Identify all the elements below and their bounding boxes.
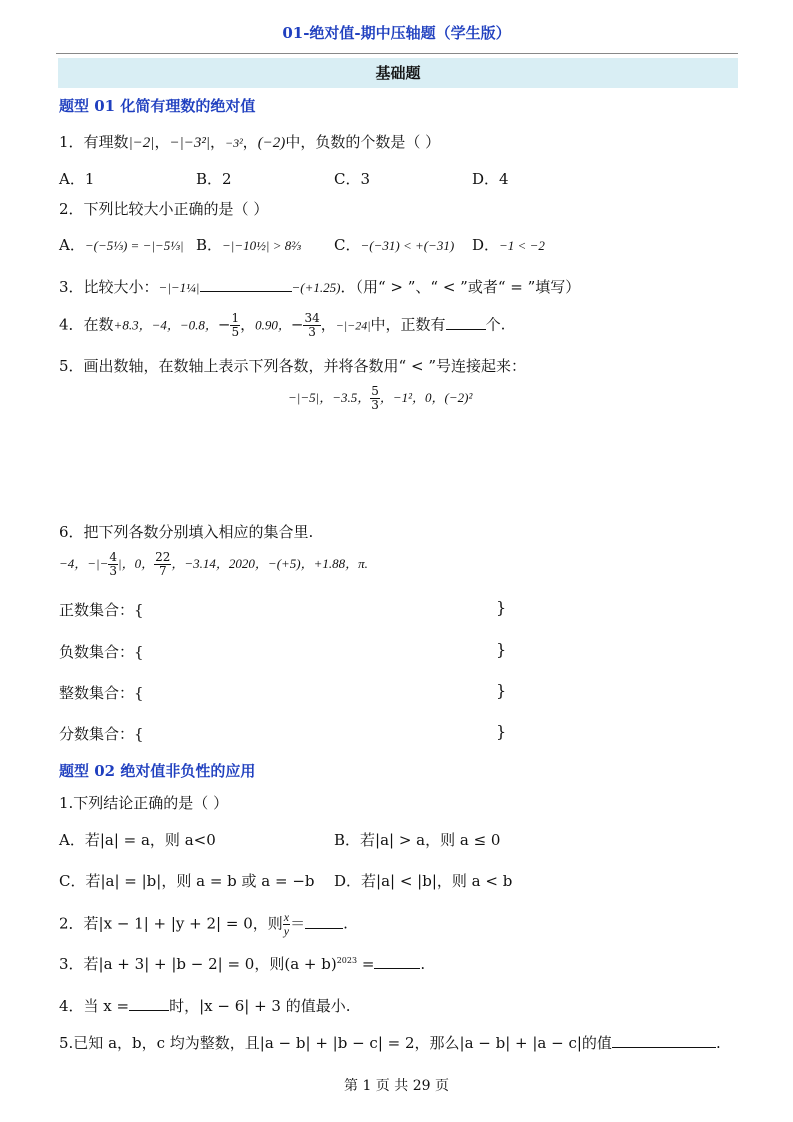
q1-option-a: A．1: [59, 170, 95, 188]
p1-option-d: D．若|a| < |b|，则 a < b: [334, 872, 513, 890]
q3-expr1: −|−1¼|: [158, 280, 200, 295]
p5-answer-blank[interactable]: [612, 1047, 716, 1048]
p2-answer-blank[interactable]: [305, 928, 343, 929]
q1-option-d: D．4: [472, 170, 509, 188]
question-p2-1: 1.下列结论正确的是（ ）: [59, 794, 229, 812]
q5-fraction: $\frac{5}{3}$: [371, 384, 379, 412]
q2-b-expr: −|−10½| > 8⅔: [222, 238, 301, 253]
q2-d-expr: −1 < −2: [499, 238, 545, 253]
q2-a-expr: −(−5⅓) = −|−5⅓|: [84, 238, 184, 253]
set-negative-close: }: [496, 640, 507, 659]
q4-fraction-2: $\frac{34}{3}$: [304, 311, 320, 339]
question-5: 5．画出数轴，在数轴上表示下列各数，并将各数用“ < ”号连接起来：: [59, 357, 526, 375]
section-band: 基础题: [58, 58, 738, 88]
q1-option-b: B．2: [196, 170, 232, 188]
q2-option-d: D．−1 < −2: [472, 236, 545, 254]
header-divider: [56, 53, 738, 54]
question-p2-3: 3．若|a + 3| + |b − 2| = 0，则$(a + b)^{2023}$ = .: [59, 955, 426, 973]
q6-fraction-1: $\frac{4}{3}$: [109, 550, 118, 578]
set-fraction: 分数集合：{: [59, 725, 144, 743]
question-p2-4: 4．当 x = 时，|x − 6| + 3 的值最小.: [59, 997, 351, 1015]
set-integer-close: }: [496, 681, 507, 700]
section-heading-2: 题型 02 绝对值非负性的应用: [59, 762, 256, 780]
q3-answer-blank[interactable]: [200, 291, 292, 292]
document-title: 01-绝对值-期中压轴题（学生版）: [282, 24, 511, 42]
q1-post: 中，负数的个数是（ ）: [285, 133, 441, 151]
q6-fraction-2: $\frac{22}{7}$: [155, 550, 171, 578]
p2-fraction: $\frac{x}{y}$: [283, 910, 290, 938]
p4-answer-blank[interactable]: [129, 1010, 169, 1011]
p3-answer-blank[interactable]: [374, 968, 420, 969]
q4-answer-blank[interactable]: [446, 329, 486, 330]
q4-fraction-1: $\frac{1}{5}$: [231, 311, 240, 339]
question-p2-5: 5.已知 a，b，c 均为整数，且|a − b| + |b − c| = 2，那么|a − b| + |a − c|的值 .: [59, 1034, 721, 1052]
question-3: 3．比较大小：−|−1¼| −(+1.25)．（用“ > ”、“ < ”或者“ = ”填写）: [59, 278, 581, 296]
set-integer: 整数集合：{: [59, 684, 144, 702]
set-positive: 正数集合：{: [59, 601, 144, 619]
question-4: 4．在数+8.3，−4，−0.8，− $\frac{1}{5}$ ，0.90，− $\frac{34}{3}$ ，−|−24|中，正数有 个.: [59, 311, 506, 339]
q2-option-b: B．−|−10½| > 8⅔: [196, 236, 301, 254]
q2-c-expr: −(−31) < +(−31): [360, 238, 455, 253]
q2-option-a: A．−(−5⅓) = −|−5⅓|: [59, 236, 184, 254]
q1-option-c: C．3: [334, 170, 371, 188]
question-2: 2．下列比较大小正确的是（ ）: [59, 200, 269, 218]
q2-option-c: C．−(−31) < +(−31): [334, 236, 455, 254]
p1-option-a: A．若|a| = a，则 a<0: [59, 831, 216, 849]
p1-option-b: B．若|a| > a，则 a ≤ 0: [334, 831, 501, 849]
set-positive-close: }: [496, 598, 507, 617]
section-heading-1: 题型 01 化简有理数的绝对值: [59, 97, 256, 115]
q1-expr1: |−2|: [128, 135, 155, 151]
q1-number: 1．: [59, 133, 84, 151]
q3-expr2: −(+1.25): [291, 280, 341, 295]
question-1: 1．有理数|−2|，−|−3²|，−3²，(−2)中，负数的个数是（ ）: [59, 133, 441, 151]
question-6: 6．把下列各数分别填入相应的集合里.: [59, 523, 314, 541]
q1-expr3: −3²: [224, 136, 243, 150]
set-negative: 负数集合：{: [59, 643, 144, 661]
q1-pre: 有理数: [83, 133, 129, 151]
q1-expr4: (−2): [257, 135, 286, 151]
page-footer: 第 1 页 共 29 页: [344, 1078, 449, 1094]
set-fraction-close: }: [496, 722, 507, 741]
q5-number-list: −|−5|，−3.5， $\frac{5}{3}$ ，−1²，0，(−2)²: [288, 384, 473, 412]
q6-number-list: −4，−|− $\frac{4}{3}$ |，0， $\frac{22}{7}$ ，−3.14，2020，−(+5)，+1.88，π.: [59, 550, 368, 578]
question-p2-2: 2．若|x − 1| + |y + 2| = 0，则 $\frac{x}{y}$ ＝ .: [59, 910, 348, 938]
q1-expr2: −|−3²|: [169, 135, 210, 151]
p1-option-c: C．若|a| = |b|，则 a = b 或 a = −b: [59, 872, 315, 890]
